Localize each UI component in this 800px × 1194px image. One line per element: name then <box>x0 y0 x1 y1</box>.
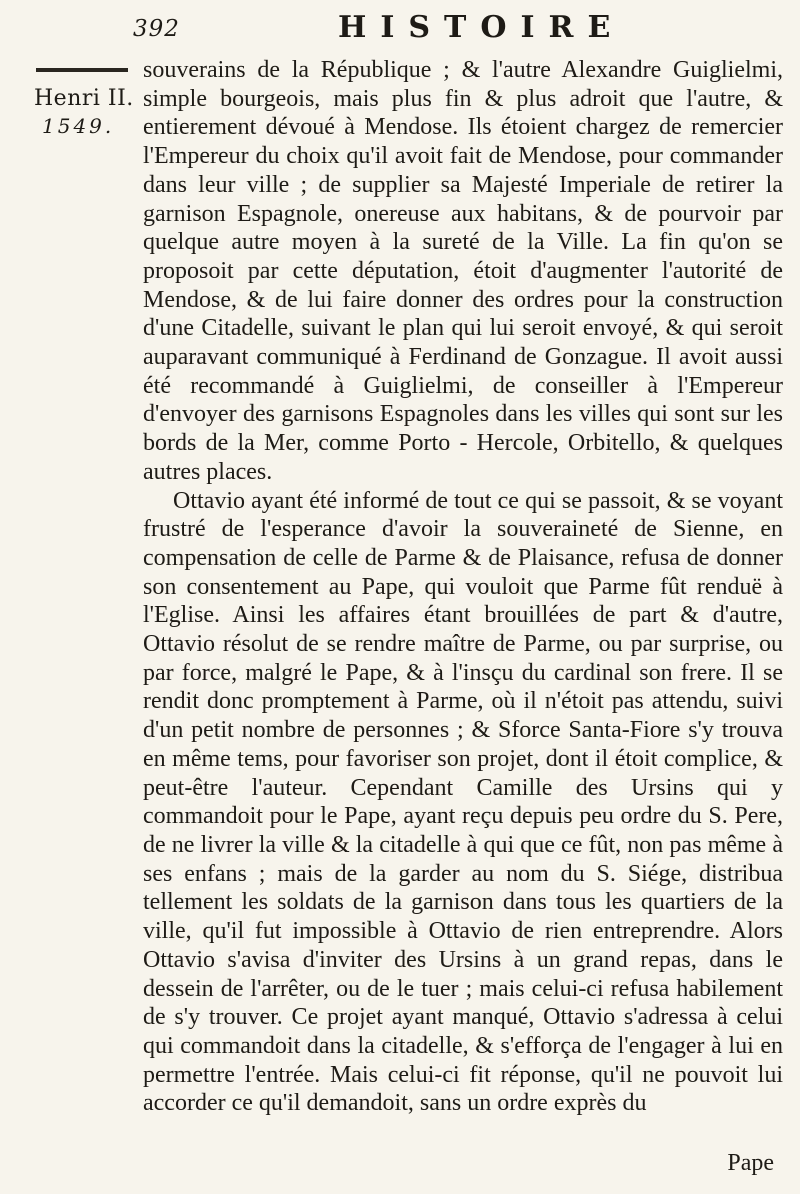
margin-note-year: 1549. <box>42 114 115 138</box>
paragraph: souverains de la République ; & l'autre Alexandre Guiglielmi, simple bourgeois, mais plus fin & plus adroit que l'autre, & entierement dévoué à Mendose. Ils étoient chargez de remercier l'Empereur du choix qu'il avoit fait de Mendose, pour commander dans leur ville ; de supplier sa Majesté Imperiale de retirer la garnison Espagnole, onereuse aux habitans, & de pourvoir par quelque autre moyen à la sureté de la Ville. La fin qu'on se proposoit par cette députation, étoit d'augmenter l'autorité de Mendose, & de lui faire donner des ordres pour la construction d'une Citadelle, suivant le plan qui lui seroit envoyé, & qui seroit auparavant communiqué à Ferdinand de Gonzague. Il avoit aussi été recommandé à Guiglielmi, de conseiller à l'Empereur d'envoyer des garnisons Espagnoles dans les villes qui sont sur les bords de la Mer, comme Porto - Hercole, Orbitello, & quelques autres places. <box>143 57 783 485</box>
body-text <box>143 56 783 1118</box>
margin-rule <box>36 68 128 72</box>
catchword: Pape <box>727 1150 774 1176</box>
paragraph: Ottavio ayant été informé de tout ce qui se passoit, & se voyant frustré de l'esperance d'avoir la souveraineté de Sienne, en compensation de celle de Parme & de Plaisance, refusa de donner son consentement au Pape, qui vouloit que Parme fût renduë à l'Eglise. Ainsi les affaires étant brouillées de part & d'autre, Ottavio résolut de se rendre maître de Parme, ou par surprise, ou par force, malgré le Pape, & à l'insçu du cardinal son frere. Il se rendit donc promptement à Parme, où il n'étoit pas attendu, suivi d'un petit nombre de personnes ; & Sforce Santa-Fiore s'y trouva en même tems, pour favoriser son projet, dont il étoit complice, & peut-être l'auteur. Cependant Camille des Ursins qui y commandoit pour le Pape, ayant reçu depuis peu ordre du S. Pere, de ne livrer la ville & la citadelle à qui que ce fût, non pas même à ses enfans ; mais de la garder au nom du S. Siége, distribua tellement les soldats de la garnison dans tous les quartiers de la ville, qu'il fut impossible à Ottavio de rien entreprendre. Alors Ottavio s'avisa d'inviter des Ursins à un grand repas, dans le dessein de l'arrêter, ou de le tuer ; mais celui-ci refusa habilement de s'y trouver. Ce projet ayant manqué, Ottavio s'adressa à celui qui commandoit dans la citadelle, & s'efforça de l'engager à lui en permettre l'entrée. Mais celui-ci fit réponse, qu'il ne pouvoit lui accorder ce qu'il demandoit, sans un ordre exprès du <box>143 487 783 1117</box>
margin-note-king: Henri II. <box>34 86 134 111</box>
running-title: HISTOIRE <box>338 10 625 45</box>
page-number: 392 <box>133 16 180 42</box>
